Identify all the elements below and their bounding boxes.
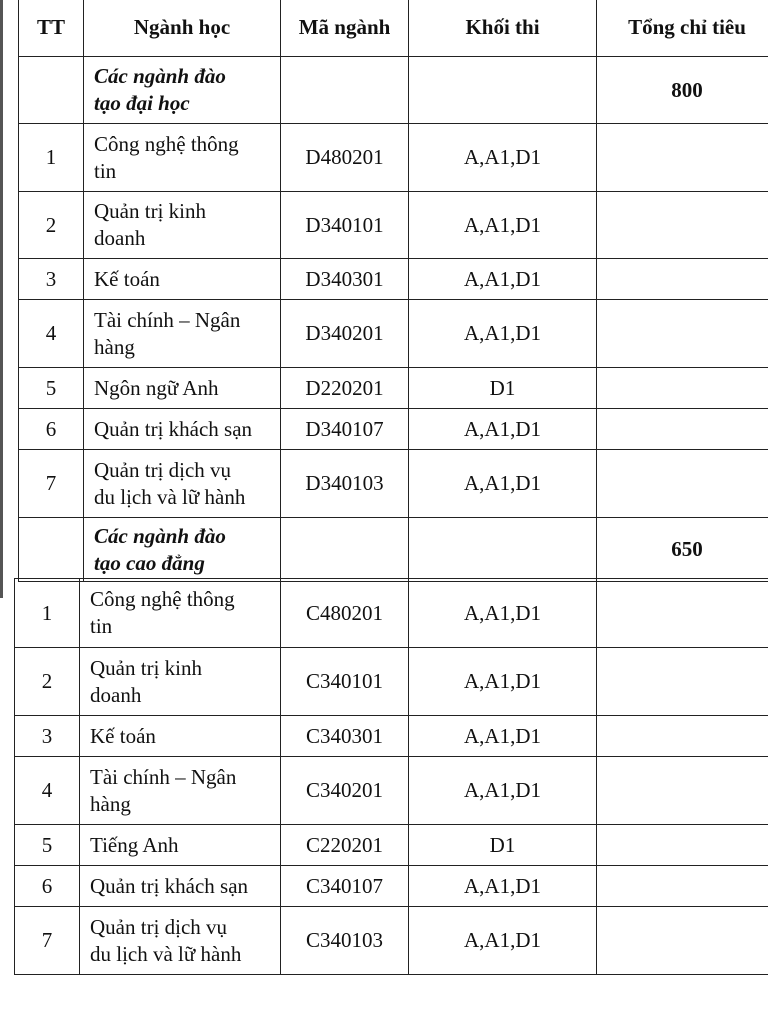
exam-block: A,A1,D1 <box>409 124 597 192</box>
admission-table-upper <box>18 0 768 582</box>
section-label-cao-dang: Các ngành đào tạo cao đẳng <box>84 518 281 582</box>
header-khoi-thi: Khối thi <box>409 0 597 57</box>
program-name: Kế toán <box>84 259 281 300</box>
program-code: C340107 <box>281 866 409 907</box>
program-name: Tài chính – Ngân hàng <box>84 300 281 368</box>
table-row: 2 Quản trị kinh doanh C340101 A,A1,D1 <box>15 648 768 716</box>
table-row: 4 Tài chính – Ngân hàng D340201 A,A1,D1 <box>19 300 768 368</box>
program-name: Quản trị khách sạn <box>84 409 281 450</box>
section-label-dai-hoc: Các ngành đào tạo đại học <box>84 57 281 124</box>
program-code: C340301 <box>281 716 409 757</box>
section-row-cao-dang <box>19 518 768 582</box>
program-code: D340103 <box>281 450 409 518</box>
program-name: Công nghệ thông tin <box>80 579 281 648</box>
exam-block: A,A1,D1 <box>409 907 597 975</box>
exam-block: D1 <box>409 825 597 866</box>
header-nganh-hoc: Ngành học <box>84 0 281 57</box>
program-name: Quản trị khách sạn <box>80 866 281 907</box>
header-tt: TT <box>19 0 84 57</box>
program-name: Ngôn ngữ Anh <box>84 368 281 409</box>
exam-block: A,A1,D1 <box>409 409 597 450</box>
total-dai-hoc: 800 <box>597 57 768 124</box>
exam-block: A,A1,D1 <box>409 300 597 368</box>
exam-block: A,A1,D1 <box>409 450 597 518</box>
header-tong-chi-tieu: Tổng chỉ tiêu <box>597 0 768 57</box>
table-row: 1 Công nghệ thông tin C480201 A,A1,D1 <box>15 579 768 648</box>
program-name: Quản trị kinh doanh <box>84 192 281 259</box>
program-code: D340201 <box>281 300 409 368</box>
program-code: C340103 <box>281 907 409 975</box>
program-code: C340101 <box>281 648 409 716</box>
program-code: D340301 <box>281 259 409 300</box>
table-row: 3 Kế toán C340301 A,A1,D1 <box>15 716 768 757</box>
exam-block: A,A1,D1 <box>409 866 597 907</box>
exam-block: A,A1,D1 <box>409 259 597 300</box>
table-row: 4 Tài chính – Ngân hàng C340201 A,A1,D1 <box>15 757 768 825</box>
admission-table-lower <box>14 578 768 975</box>
program-code: D480201 <box>281 124 409 192</box>
program-code: C480201 <box>281 579 409 648</box>
table-row: 6 Quản trị khách sạn C340107 A,A1,D1 <box>15 866 768 907</box>
section-row-dai-hoc <box>19 57 768 124</box>
exam-block: A,A1,D1 <box>409 579 597 648</box>
exam-block: A,A1,D1 <box>409 757 597 825</box>
table-row: 7 Quản trị dịch vụ du lịch và lữ hành D340103 A,A1,D1 <box>19 450 768 518</box>
header-row <box>19 0 768 57</box>
table-row: 5 Tiếng Anh C220201 D1 <box>15 825 768 866</box>
program-code: C220201 <box>281 825 409 866</box>
program-code: D340101 <box>281 192 409 259</box>
table-row: 6 Quản trị khách sạn D340107 A,A1,D1 <box>19 409 768 450</box>
exam-block: A,A1,D1 <box>409 192 597 259</box>
program-code: D340107 <box>281 409 409 450</box>
exam-block: D1 <box>409 368 597 409</box>
table-row: 1 Công nghệ thông tin D480201 A,A1,D1 <box>19 124 768 192</box>
table-row: 3 Kế toán D340301 A,A1,D1 <box>19 259 768 300</box>
program-name: Tiếng Anh <box>80 825 281 866</box>
program-code: C340201 <box>281 757 409 825</box>
program-name: Quản trị dịch vụ du lịch và lữ hành <box>84 450 281 518</box>
program-name: Tài chính – Ngân hàng <box>80 757 281 825</box>
header-ma-nganh: Mã ngành <box>281 0 409 57</box>
total-cao-dang: 650 <box>597 518 768 582</box>
table-row: 5 Ngôn ngữ Anh D220201 D1 <box>19 368 768 409</box>
left-border-rule <box>0 0 3 598</box>
table-row: 2 Quản trị kinh doanh D340101 A,A1,D1 <box>19 192 768 259</box>
exam-block: A,A1,D1 <box>409 716 597 757</box>
program-name: Kế toán <box>80 716 281 757</box>
program-name: Công nghệ thông tin <box>84 124 281 192</box>
program-name: Quản trị dịch vụ du lịch và lữ hành <box>80 907 281 975</box>
program-code: D220201 <box>281 368 409 409</box>
program-name: Quản trị kinh doanh <box>80 648 281 716</box>
table-row: 7 Quản trị dịch vụ du lịch và lữ hành C340103 A,A1,D1 <box>15 907 768 975</box>
exam-block: A,A1,D1 <box>409 648 597 716</box>
